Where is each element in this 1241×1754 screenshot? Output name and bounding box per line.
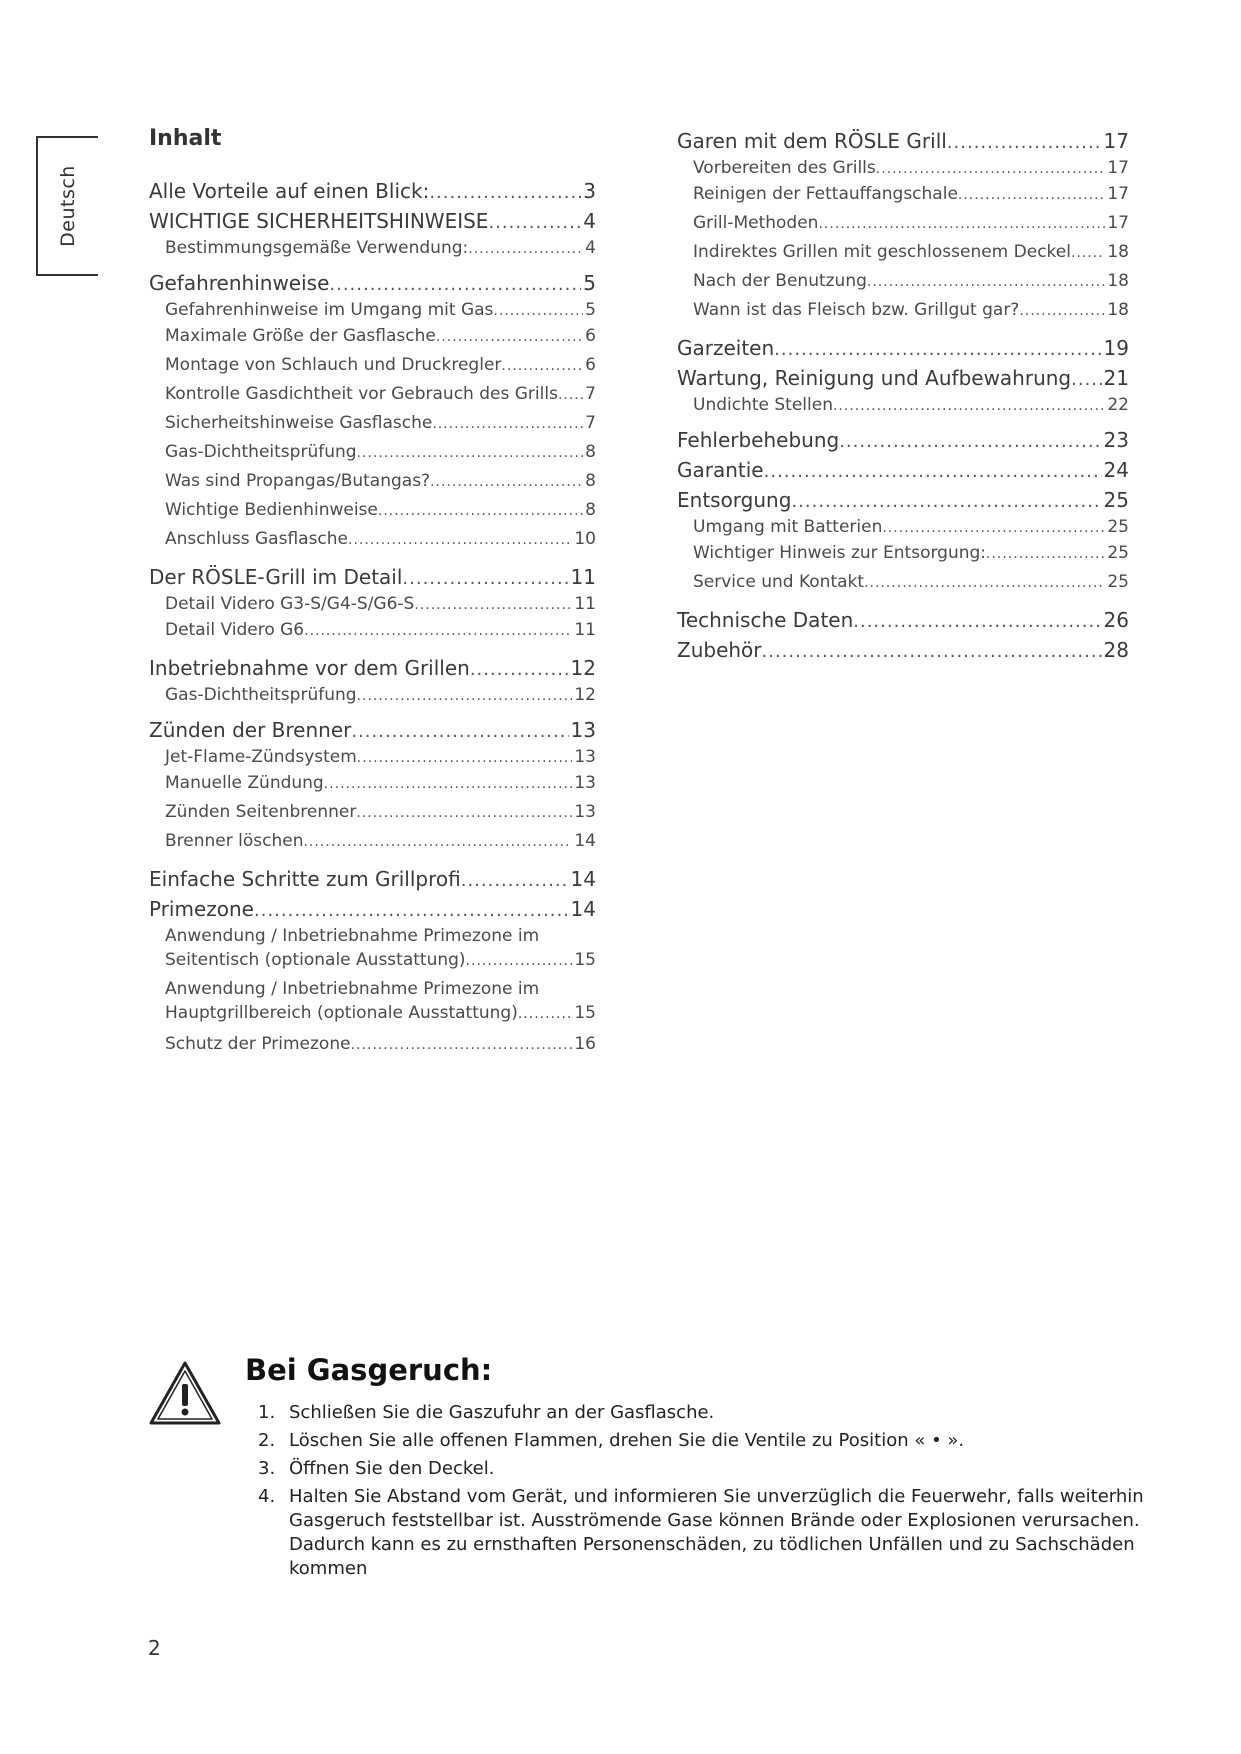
- toc-entry-title-line1: Anwendung / Inbetriebnahme Primezone im: [165, 979, 540, 999]
- toc-entry-page: 16: [574, 1034, 596, 1054]
- toc-entry-sub[interactable]: [149, 592, 596, 616]
- toc-entry-sub[interactable]: [149, 798, 596, 827]
- toc-entry-main[interactable]: [149, 206, 596, 236]
- toc-entry-page: 17: [1103, 129, 1129, 153]
- toc-dot-leader: [356, 799, 572, 827]
- toc-entry-sub[interactable]: [149, 438, 596, 467]
- toc-entry-title: Anschluss Gasflasche: [165, 529, 349, 549]
- warning-step: [258, 1429, 1148, 1453]
- toc-dot-leader: [833, 394, 1105, 417]
- toc-entry-multiline[interactable]: [149, 924, 596, 973]
- toc-entry-main[interactable]: [149, 176, 596, 206]
- toc-dot-leader: [436, 323, 583, 351]
- toc-entry-sub[interactable]: [149, 745, 596, 769]
- toc-entry-title: Umgang mit Batterien: [693, 517, 883, 537]
- toc-entry-sub[interactable]: [149, 683, 596, 707]
- toc-entry-main[interactable]: [677, 605, 1129, 635]
- toc-entry-page: 8: [585, 442, 596, 462]
- toc-entry-page: 13: [574, 802, 596, 822]
- toc-entry-main[interactable]: [677, 333, 1129, 363]
- toc-entry-page: 6: [585, 326, 596, 346]
- toc-dot-leader: [430, 468, 583, 496]
- toc-entry-title: Inbetriebnahme vor dem Grillen: [149, 656, 470, 680]
- toc-dot-leader: [864, 569, 1105, 597]
- toc-dot-leader: [304, 617, 572, 645]
- warning-steps: [258, 1401, 1148, 1585]
- toc-entry-title: Brenner löschen: [165, 831, 304, 851]
- warning-step: [258, 1457, 1148, 1481]
- toc-entry-page: 24: [1103, 458, 1129, 482]
- toc-entry-sub[interactable]: [677, 267, 1129, 296]
- toc-entry-title: Garantie: [677, 458, 764, 482]
- toc-entry-title: Jet-Flame-Zündsystem: [165, 747, 357, 767]
- toc-entry-title-line2: Hauptgrillbereich (optionale Ausstattung): [165, 1003, 518, 1023]
- toc-entry-main[interactable]: [677, 363, 1129, 393]
- toc-dot-leader: [839, 427, 1101, 455]
- toc-dot-leader: [764, 457, 1102, 485]
- toc-dot-leader: [466, 949, 573, 973]
- toc-entry-title: Schutz der Primezone: [165, 1034, 351, 1054]
- toc-entry-title: Gefahrenhinweise im Umgang mit Gas: [165, 300, 494, 320]
- toc-entry-title: Einfache Schritte zum Grillprofi: [149, 867, 461, 891]
- toc-entry-sub[interactable]: [677, 296, 1129, 325]
- toc-entry-page: 25: [1107, 543, 1129, 563]
- toc-entry-main[interactable]: [677, 635, 1129, 665]
- toc-entry-title: Garzeiten: [677, 336, 775, 360]
- warning-step-text: Löschen Sie alle offenen Flammen, drehen Sie die Ventile zu Position « • ».: [289, 1430, 965, 1451]
- toc-entry-page: 13: [574, 773, 596, 793]
- toc-entry-page: 6: [585, 355, 596, 375]
- toc-entry-page: 15: [574, 1003, 596, 1023]
- toc-entry-title-line2: Seitentisch (optionale Ausstattung): [165, 950, 466, 970]
- language-tab: [36, 136, 98, 276]
- toc-entry-title: Grill-Methoden: [693, 213, 819, 233]
- toc-dot-leader: [986, 540, 1105, 568]
- warning-step: [258, 1401, 1148, 1425]
- toc-dot-leader: [518, 1002, 573, 1026]
- toc-entry-sub[interactable]: [149, 827, 596, 856]
- toc-entry-main[interactable]: [677, 425, 1129, 455]
- toc-entry-title: Der RÖSLE-Grill im Detail: [149, 565, 403, 589]
- toc-entry-page: 7: [585, 413, 596, 433]
- toc-entry-title: Gefahrenhinweise: [149, 271, 330, 295]
- toc-left-entries: [149, 176, 596, 1059]
- toc-dot-leader: [1019, 297, 1105, 325]
- toc-entry-page: 3: [583, 179, 596, 203]
- toc-entry-title: Undichte Stellen: [693, 395, 833, 415]
- toc-entry-title: Nach der Benutzung: [693, 271, 867, 291]
- toc-entry-title: Zubehör: [677, 638, 762, 662]
- toc-entry-page: 18: [1107, 271, 1129, 291]
- toc-dot-leader: [402, 564, 568, 592]
- toc-dot-leader: [254, 896, 569, 924]
- toc-entry-page: 25: [1107, 572, 1129, 592]
- toc-entry-page: 28: [1103, 638, 1129, 662]
- toc-entry-title: Bestimmungsgemäße Verwendung:: [165, 238, 469, 258]
- toc-entry-sub[interactable]: [677, 539, 1129, 568]
- toc-dot-leader: [882, 516, 1105, 539]
- toc-left-column: [149, 126, 596, 1059]
- warning-step-number: 4.: [258, 1486, 276, 1507]
- toc-dot-leader: [818, 210, 1105, 238]
- toc-entry-sub[interactable]: [677, 568, 1129, 597]
- toc-entry-title: Reinigen der Fettauffangschale: [693, 184, 958, 204]
- toc-entry-sub[interactable]: [677, 393, 1129, 417]
- toc-right-column: [677, 126, 1129, 665]
- toc-entry-sub[interactable]: [677, 156, 1129, 180]
- toc-dot-leader: [501, 352, 583, 380]
- warning-step-number: 1.: [258, 1402, 276, 1423]
- toc-entry-page: 5: [585, 300, 596, 320]
- toc-entry-sub[interactable]: [149, 1030, 596, 1059]
- toc-entry-sub[interactable]: [677, 209, 1129, 238]
- toc-dot-leader: [558, 381, 583, 409]
- toc-entry-title: Wann ist das Fleisch bzw. Grillgut gar?: [693, 300, 1020, 320]
- toc-entry-page: 18: [1107, 300, 1129, 320]
- toc-entry-sub[interactable]: [149, 616, 596, 645]
- toc-entry-page: 4: [583, 209, 596, 233]
- toc-entry-title: Kontrolle Gasdichtheit vor Gebrauch des Grills: [165, 384, 558, 404]
- toc-entry-title: Detail Videro G3-S/G4-S/G6-S: [165, 594, 415, 614]
- toc-entry-title: Vorbereiten des Grills: [693, 158, 876, 178]
- warning-step-number: 3.: [258, 1458, 276, 1479]
- toc-entry-main[interactable]: [149, 562, 596, 592]
- toc-dot-leader: [470, 655, 569, 683]
- toc-entry-main[interactable]: [677, 126, 1129, 156]
- toc-dot-leader: [414, 593, 572, 616]
- toc-entry-sub[interactable]: [149, 322, 596, 351]
- toc-entry-page: 14: [574, 831, 596, 851]
- warning-step-text: Schließen Sie die Gaszufuhr an der Gasflasche.: [289, 1402, 715, 1423]
- toc-dot-leader: [303, 828, 572, 856]
- toc-dot-leader: [947, 128, 1102, 156]
- warning-step: [258, 1485, 1148, 1581]
- toc-entry-page: 17: [1107, 213, 1129, 233]
- toc-entry-title: Detail Videro G6: [165, 620, 305, 640]
- toc-entry-title: Sicherheitshinweise Gasflasche: [165, 413, 433, 433]
- toc-entry-main[interactable]: [677, 455, 1129, 485]
- toc-entry-page: 19: [1103, 336, 1129, 360]
- toc-dot-leader: [468, 237, 583, 260]
- warning-triangle-icon: [148, 1360, 222, 1426]
- toc-entry-page: 4: [585, 238, 596, 258]
- toc-entry-title-line1: Anwendung / Inbetriebnahme Primezone im: [165, 926, 540, 946]
- toc-entry-sub[interactable]: [149, 467, 596, 496]
- toc-entry-sub[interactable]: [149, 769, 596, 798]
- toc-entry-main[interactable]: [149, 864, 596, 894]
- toc-entry-sub[interactable]: [677, 238, 1129, 267]
- toc-entry-title: Montage von Schlauch und Druckregler: [165, 355, 502, 375]
- toc-entry-page: 11: [574, 620, 596, 640]
- warning-step-number: 2.: [258, 1430, 276, 1451]
- toc-entry-page: 8: [585, 471, 596, 491]
- toc-entry-sub[interactable]: [149, 525, 596, 554]
- toc-entry-page: 22: [1107, 395, 1129, 415]
- toc-entry-title: Wichtige Bedienhinweise: [165, 500, 378, 520]
- toc-entry-page: 17: [1107, 184, 1129, 204]
- toc-entry-sub[interactable]: [149, 409, 596, 438]
- toc-entry-sub[interactable]: [149, 496, 596, 525]
- warning-heading: Bei Gasgeruch:: [245, 1353, 493, 1387]
- toc-dot-leader: [1071, 365, 1101, 393]
- toc-dot-leader: [378, 497, 583, 525]
- toc-entry-title: Zünden der Brenner: [149, 718, 352, 742]
- toc-entry-title: Alle Vorteile auf einen Blick:: [149, 179, 430, 203]
- toc-entry-main[interactable]: [149, 653, 596, 683]
- toc-entry-page: 10: [574, 529, 596, 549]
- toc-entry-page: 25: [1107, 517, 1129, 537]
- toc-dot-leader: [357, 684, 573, 707]
- toc-entry-page: 17: [1107, 158, 1129, 178]
- toc-entry-page: 12: [570, 656, 596, 680]
- toc-entry-title: Technische Daten: [677, 608, 854, 632]
- toc-entry-title: Zünden Seitenbrenner: [165, 802, 357, 822]
- toc-entry-title: Wartung, Reinigung und Aufbewahrung: [677, 366, 1072, 390]
- toc-entry-sub[interactable]: [677, 180, 1129, 209]
- toc-entry-page: 26: [1103, 608, 1129, 632]
- toc-entry-main[interactable]: [677, 485, 1129, 515]
- toc-title: Inhalt: [149, 126, 222, 151]
- toc-entry-multiline[interactable]: [149, 977, 596, 1026]
- toc-dot-leader: [853, 607, 1101, 635]
- toc-dot-leader: [324, 770, 573, 798]
- toc-entry-page: 11: [574, 594, 596, 614]
- toc-entry-sub[interactable]: [149, 380, 596, 409]
- toc-dot-leader: [1071, 239, 1105, 267]
- toc-dot-leader: [429, 178, 581, 206]
- toc-entry-title: Indirektes Grillen mit geschlossenem Deckel: [693, 242, 1071, 262]
- toc-dot-leader: [351, 717, 568, 745]
- toc-dot-leader: [958, 181, 1105, 209]
- toc-entry-page: 23: [1103, 428, 1129, 452]
- toc-dot-leader: [876, 157, 1106, 180]
- toc-entry-page: 21: [1103, 366, 1129, 390]
- toc-dot-leader: [762, 637, 1102, 665]
- page-number: 2: [148, 1636, 161, 1660]
- toc-entry-title: Service und Kontakt: [693, 572, 865, 592]
- toc-entry-title: Wichtiger Hinweis zur Entsorgung:: [693, 543, 987, 563]
- toc-entry-page: 8: [585, 500, 596, 520]
- toc-dot-leader: [867, 268, 1105, 296]
- toc-dot-leader: [461, 866, 569, 894]
- toc-entry-sub[interactable]: [677, 515, 1129, 539]
- toc-entry-title: Garen mit dem RÖSLE Grill: [677, 129, 947, 153]
- toc-entry-title: Primezone: [149, 897, 254, 921]
- toc-entry-main[interactable]: [149, 894, 596, 924]
- toc-entry-sub[interactable]: [149, 236, 596, 260]
- toc-dot-leader: [432, 410, 583, 438]
- toc-entry-title: Entsorgung: [677, 488, 792, 512]
- toc-entry-page: 13: [574, 747, 596, 767]
- toc-entry-title: Manuelle Zündung: [165, 773, 324, 793]
- toc-entry-page: 7: [585, 384, 596, 404]
- toc-entry-page: 15: [574, 950, 596, 970]
- toc-entry-title: Gas-Dichtheitsprüfung: [165, 685, 357, 705]
- toc-entry-page: 14: [570, 897, 596, 921]
- toc-entry-page: 14: [570, 867, 596, 891]
- toc-entry-title: Fehlerbehebung: [677, 428, 840, 452]
- toc-dot-leader: [774, 335, 1101, 363]
- toc-entry-page: 12: [574, 685, 596, 705]
- toc-entry-sub[interactable]: [149, 298, 596, 322]
- toc-dot-leader: [357, 746, 573, 769]
- toc-entry-sub[interactable]: [149, 351, 596, 380]
- toc-entry-title: Gas-Dichtheitsprüfung: [165, 442, 357, 462]
- toc-entry-page: 25: [1103, 488, 1129, 512]
- toc-entry-title: Maximale Größe der Gasflasche: [165, 326, 436, 346]
- toc-dot-leader: [351, 1031, 573, 1059]
- toc-dot-leader: [329, 270, 581, 298]
- toc-dot-leader: [357, 439, 584, 467]
- toc-entry-page: 5: [583, 271, 596, 295]
- toc-entry-page: 13: [570, 718, 596, 742]
- warning-step-text: Halten Sie Abstand vom Gerät, und informieren Sie unverzüglich die Feuerwehr, falls weiterhin Gasgeruch feststellbar ist. Ausströmende Gase können Brände oder Explosionen verursachen. Dadurch kann es zu ernsthaften Personenschäden, zu tödlichen Unfällen und zu Sachschäden kommen: [289, 1486, 1144, 1579]
- warning-step-text: Öffnen Sie den Deckel.: [289, 1458, 495, 1479]
- toc-entry-main[interactable]: [149, 268, 596, 298]
- toc-entry-main[interactable]: [149, 715, 596, 745]
- toc-dot-leader: [488, 208, 581, 236]
- toc-dot-leader: [493, 299, 583, 322]
- toc-right-entries: [677, 126, 1129, 665]
- toc-dot-leader: [348, 526, 572, 554]
- toc-entry-title: WICHTIGE SICHERHEITSHINWEISE: [149, 209, 489, 233]
- toc-entry-title: Was sind Propangas/Butangas?: [165, 471, 431, 491]
- toc-dot-leader: [791, 487, 1101, 515]
- toc-entry-page: 11: [570, 565, 596, 589]
- language-tab-label: Deutsch: [57, 165, 79, 247]
- toc-entry-page: 18: [1107, 242, 1129, 262]
